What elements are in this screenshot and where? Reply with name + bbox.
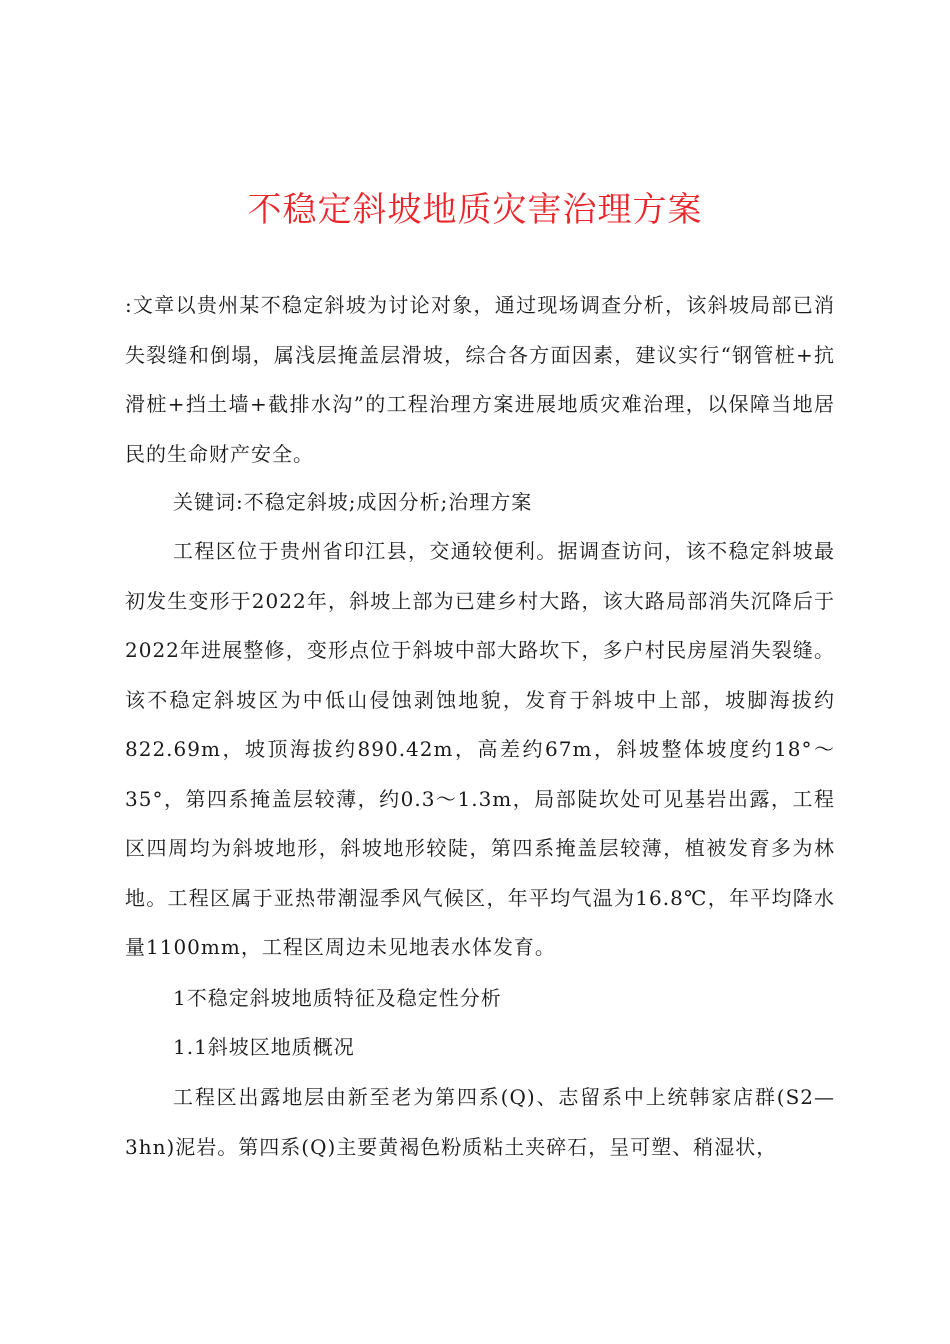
geology-text: 工程区出露地层由新至老为第四系(Q)、志留系中上统韩家店群(S2—3hn)泥岩。第四系(Q)主要黄褐色粉质粘土夹碎石，呈可塑、稍湿状，	[125, 1085, 835, 1159]
document-title: 不稳定斜坡地质灾害治理方案	[247, 190, 703, 230]
abstract-paragraph	[125, 281, 835, 479]
section-heading	[125, 974, 835, 1024]
abstract-text: :文章以贵州某不稳定斜坡为讨论对象，通过现场调查分析，该斜坡局部已消失裂缝和倒塌，属浅层掩盖层滑坡，综合各方面因素，建议实行“钢管桩+抗滑桩+挡土墙+截排水沟”的工程治理方案进展地质灾难治理，以保障当地居民的生命财产安全。	[125, 293, 835, 466]
section-heading-text: 1不稳定斜坡地质特征及稳定性分析	[173, 986, 502, 1010]
subsection-heading-text: 1.1斜坡区地质概况	[173, 1035, 355, 1059]
subsection-heading	[125, 1023, 835, 1073]
intro-text: 工程区位于贵州省印江县，交通较便利。据调查访问，该不稳定斜坡最初发生变形于2022年，斜坡上部为已建乡村大路，该大路局部消失沉降后于2022年进展整修，变形点位于斜坡中部大路坎下，多户村民房屋消失裂缝。该不稳定斜坡区为中低山侵蚀剥蚀地貌，发育于斜坡中上部，坡脚海拔约822.69m，坡顶海拔约890.42m，高差约67m，斜坡整体坡度约18°～35°，第四系掩盖层较薄，约0.3～1.3m，局部陡坎处可见基岩出露，工程区四周均为斜坡地形，斜坡地形较陡，第四系掩盖层较薄，植被发育多为林地。工程区属于亚热带潮湿季风气候区，年平均气温为16.8℃，年平均降水量1100mm，工程区周边未见地表水体发育。	[125, 539, 835, 959]
intro-paragraph	[125, 527, 835, 973]
keywords-text: 关键词:不稳定斜坡;成因分析;治理方案	[173, 490, 533, 514]
geology-paragraph	[125, 1073, 835, 1172]
keywords-paragraph	[125, 478, 835, 528]
